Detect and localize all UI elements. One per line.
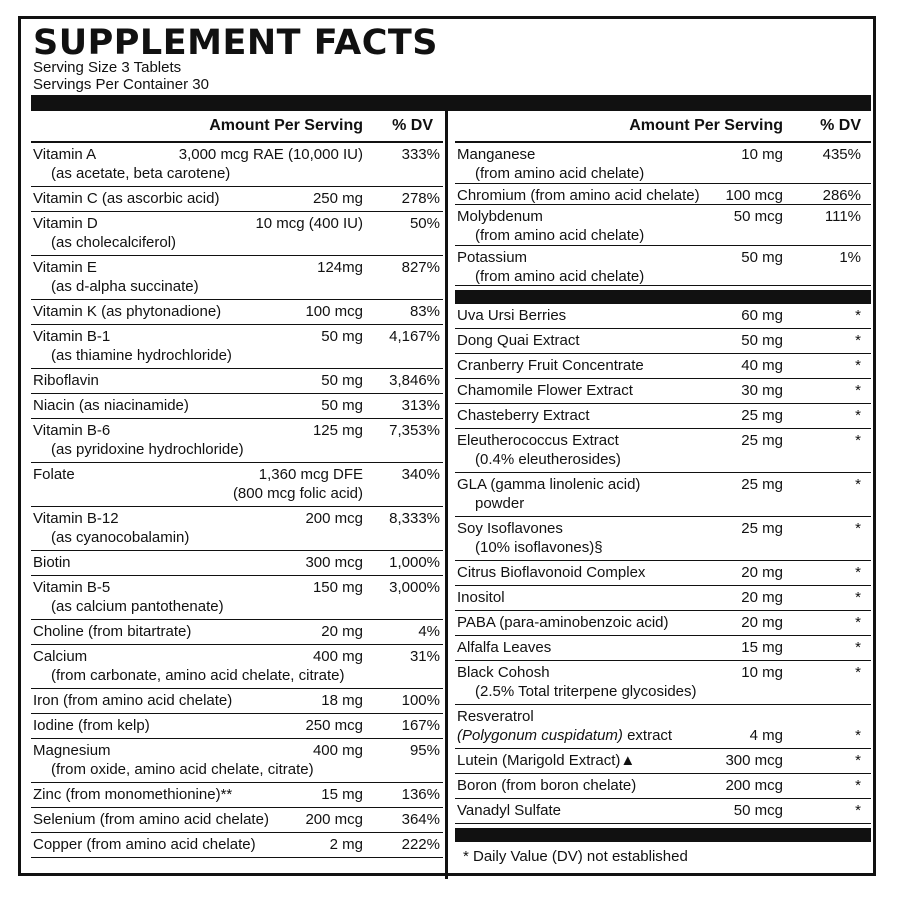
table-row (31, 714, 443, 739)
table-row (31, 620, 443, 645)
daily-value: * (855, 564, 861, 581)
daily-value: 100% (401, 692, 440, 709)
amount: 400 mg (312, 742, 363, 759)
nutrient-name: Vanadyl Sulfate (457, 802, 561, 819)
nutrient-name: Soy Isoflavones (457, 520, 563, 537)
table-row (455, 184, 871, 205)
amount: 10 mg (741, 146, 783, 163)
table-row (31, 463, 443, 507)
table-row (455, 517, 871, 561)
table-row (31, 833, 443, 858)
nutrient-source: (from amino acid chelate) (475, 165, 645, 182)
amount: 300 mcg (725, 752, 783, 769)
nutrient-source: (as calcium pantothenate) (51, 598, 224, 615)
table-row (455, 661, 871, 705)
nutrient-name: Vitamin C (as ascorbic acid) (33, 190, 220, 207)
daily-value: 3,000% (389, 579, 440, 596)
table-row (455, 143, 871, 184)
table-row (31, 551, 443, 576)
nutrient-source: powder (475, 495, 525, 512)
nutrient-name: Iodine (from kelp) (33, 717, 150, 734)
amount-header: Amount Per Serving (209, 117, 363, 134)
table-row (455, 586, 871, 611)
nutrient-name: Chamomile Flower Extract (457, 382, 633, 399)
daily-value: 222% (401, 836, 440, 853)
amount: 15 mg (321, 786, 363, 803)
daily-value: 31% (409, 648, 440, 665)
amount: 25 mg (741, 520, 783, 537)
nutrient-name: Black Cohosh (457, 664, 550, 681)
nutrient-name: Biotin (33, 554, 71, 571)
nutrient-name: Uva Ursi Berries (457, 307, 567, 324)
table-row (31, 783, 443, 808)
amount: 1,360 mcg DFE (258, 466, 363, 483)
table-row (455, 205, 871, 246)
nutrient-name: PABA (para-aminobenzoic acid) (457, 614, 669, 631)
dv-header: % DV (820, 117, 861, 134)
top-thick-rule (31, 95, 871, 111)
nutrient-name: Chasteberry Extract (457, 407, 590, 424)
nutrient-source: (as d-alpha succinate) (51, 278, 199, 295)
table-row (455, 304, 871, 329)
nutrient-name: Vitamin B-5 (33, 579, 111, 596)
daily-value: * (855, 614, 861, 631)
daily-value: 95% (409, 742, 440, 759)
table-row (455, 246, 871, 286)
table-row (455, 561, 871, 586)
amount: 30 mg (741, 382, 783, 399)
daily-value: 4% (418, 623, 440, 640)
amount: 25 mg (741, 476, 783, 493)
daily-value: 286% (822, 187, 861, 204)
nutrient-name: Vitamin A (33, 146, 97, 163)
nutrient-source: (0.4% eleutherosides) (475, 451, 621, 468)
table-row (455, 611, 871, 636)
daily-value: 167% (401, 717, 440, 734)
amount: 100 mcg (305, 303, 363, 320)
amount: 50 mg (741, 332, 783, 349)
amount: 40 mg (741, 357, 783, 374)
right-column (455, 111, 871, 865)
serving-size: Serving Size 3 Tablets (33, 59, 182, 76)
amount: 50 mg (321, 328, 363, 345)
right-nutrient-list (455, 143, 871, 286)
table-row (31, 739, 443, 783)
daily-value: * (855, 357, 861, 374)
amount: 20 mg (741, 564, 783, 581)
nutrient-source: (as thiamine hydrochloride) (51, 347, 232, 364)
daily-value: * (855, 777, 861, 794)
table-row (455, 404, 871, 429)
amount: 200 mcg (305, 811, 363, 828)
daily-value: 278% (401, 190, 440, 207)
daily-value: * (855, 407, 861, 424)
column-divider (445, 111, 448, 879)
amount: 150 mg (312, 579, 363, 596)
amount: 50 mcg (733, 802, 783, 819)
table-row (455, 473, 871, 517)
amount: 10 mcg (400 IU) (255, 215, 363, 232)
table-row (31, 507, 443, 551)
amount: 50 mg (321, 372, 363, 389)
amount: 4 mg (749, 727, 783, 744)
nutrient-name: Chromium (from amino acid chelate) (457, 187, 700, 204)
daily-value: 8,333% (389, 510, 440, 527)
nutrient-name: Vitamin B-12 (33, 510, 119, 527)
nutrient-name: Niacin (as niacinamide) (33, 397, 189, 414)
nutrient-name: Vitamin D (33, 215, 98, 232)
daily-value: 83% (409, 303, 440, 320)
daily-value: * (855, 432, 861, 449)
nutrient-source: (as cholecalciferol) (51, 234, 177, 251)
table-row (31, 143, 443, 187)
nutrient-source: (from carbonate, amino acid chelate, citrate) (51, 667, 345, 684)
source-tail: extract (622, 727, 673, 744)
nutrient-name: Folate (33, 466, 75, 483)
nutrient-name: Riboflavin (33, 372, 99, 389)
daily-value: 313% (401, 397, 440, 414)
daily-value: * (855, 664, 861, 681)
table-row (31, 187, 443, 212)
nutrient-name: Eleutherococcus Extract (457, 432, 619, 449)
nutrient-name: Resveratrol (457, 708, 534, 725)
nutrient-name: Cranberry Fruit Concentrate (457, 357, 644, 374)
left-column (31, 111, 443, 858)
daily-value: * (855, 476, 861, 493)
nutrient-name: Vitamin B-6 (33, 422, 111, 439)
nutrient-source: (from oxide, amino acid chelate, citrate) (51, 761, 314, 778)
table-row (31, 645, 443, 689)
table-row (455, 705, 871, 749)
nutrient-name: Molybdenum (457, 208, 543, 225)
nutrient-name: Zinc (from monomethionine)** (33, 786, 233, 803)
amount: 125 mg (312, 422, 363, 439)
daily-value: * (855, 727, 861, 744)
right-ingredient-list (455, 304, 871, 824)
amount: 60 mg (741, 307, 783, 324)
amount: 20 mg (321, 623, 363, 640)
table-row (31, 419, 443, 463)
daily-value: 3,846% (389, 372, 440, 389)
nutrient-name: Boron (from boron chelate) (457, 777, 637, 794)
amount: 50 mg (741, 249, 783, 266)
amount: 124mg (317, 259, 363, 276)
table-row (31, 369, 443, 394)
amount: 50 mg (321, 397, 363, 414)
table-row (455, 636, 871, 661)
daily-value: * (855, 589, 861, 606)
nutrient-source: (as pyridoxine hydrochloride) (51, 441, 244, 458)
table-row (455, 749, 871, 774)
nutrient-name: Iron (from amino acid chelate) (33, 692, 233, 709)
daily-value: * (855, 802, 861, 819)
table-row (455, 429, 871, 473)
amount: 20 mg (741, 614, 783, 631)
table-row (31, 300, 443, 325)
table-row (31, 256, 443, 300)
daily-value: 1% (839, 249, 861, 266)
right-column-header (455, 111, 871, 143)
nutrient-name: Dong Quai Extract (457, 332, 580, 349)
table-row (455, 329, 871, 354)
nutrient-source (457, 726, 672, 745)
daily-value: * (855, 332, 861, 349)
nutrient-name: Citrus Bioflavonoid Complex (457, 564, 646, 581)
servings-per-container: Servings Per Container 30 (33, 76, 209, 93)
daily-value: 364% (401, 811, 440, 828)
amount: 25 mg (741, 407, 783, 424)
footer-divider-bar (455, 828, 871, 842)
daily-value: 111% (824, 208, 861, 225)
daily-value: 340% (401, 466, 440, 483)
panel-title: SUPPLEMENT FACTS (33, 23, 438, 63)
amount: 100 mcg (725, 187, 783, 204)
nutrient-name: Manganese (457, 146, 536, 163)
amount: 200 mcg (305, 510, 363, 527)
table-row (455, 799, 871, 824)
amount: 250 mcg (305, 717, 363, 734)
amount: 15 mg (741, 639, 783, 656)
amount: 3,000 mcg RAE (10,000 IU) (178, 146, 363, 163)
amount: 10 mg (741, 664, 783, 681)
section-divider-bar (455, 290, 871, 304)
daily-value: 50% (409, 215, 440, 232)
nutrient-name: Alfalfa Leaves (457, 639, 552, 656)
nutrient-name: Vitamin B-1 (33, 328, 111, 345)
amount: 400 mg (312, 648, 363, 665)
daily-value: 136% (401, 786, 440, 803)
left-column-header (31, 111, 443, 143)
nutrient-name: Potassium (457, 249, 528, 266)
daily-value: 333% (401, 146, 440, 163)
table-row (31, 689, 443, 714)
latin-name: (Polygonum cuspidatum) (457, 727, 623, 744)
amount: 2 mg (329, 836, 363, 853)
nutrient-source: (from amino acid chelate) (475, 268, 645, 285)
nutrient-name: Vitamin K (as phytonadione) (33, 303, 222, 320)
daily-value: * (855, 752, 861, 769)
left-nutrient-list (31, 143, 443, 858)
daily-value: * (855, 520, 861, 537)
table-row (31, 212, 443, 256)
amount: 300 mcg (305, 554, 363, 571)
table-row (31, 325, 443, 369)
footnote: * Daily Value (DV) not established (463, 848, 688, 865)
nutrient-name: Choline (from bitartrate) (33, 623, 192, 640)
nutrient-source: (as acetate, beta carotene) (51, 165, 231, 182)
table-row (31, 576, 443, 620)
nutrient-name: Inositol (457, 589, 505, 606)
daily-value: * (855, 382, 861, 399)
amount: 50 mcg (733, 208, 783, 225)
amount: 250 mg (312, 190, 363, 207)
amount-header: Amount Per Serving (629, 117, 783, 134)
amount: 200 mcg (725, 777, 783, 794)
amount-detail: (800 mcg folic acid) (232, 485, 363, 502)
nutrient-name: Lutein (Marigold Extract)▲ (457, 752, 636, 769)
nutrient-source: (2.5% Total triterpene glycosides) (475, 683, 697, 700)
daily-value: 435% (822, 146, 861, 163)
nutrient-name: Copper (from amino acid chelate) (33, 836, 256, 853)
daily-value: 827% (401, 259, 440, 276)
supplement-facts-panel (18, 16, 876, 876)
nutrient-name: Calcium (33, 648, 88, 665)
nutrient-source: (from amino acid chelate) (475, 227, 645, 244)
daily-value: * (855, 639, 861, 656)
dv-header: % DV (392, 117, 433, 134)
table-row (455, 379, 871, 404)
daily-value: 7,353% (389, 422, 440, 439)
nutrient-name: GLA (gamma linolenic acid) (457, 476, 641, 493)
nutrient-source: (as cyanocobalamin) (51, 529, 190, 546)
table-row (455, 354, 871, 379)
daily-value: 4,167% (389, 328, 440, 345)
amount: 18 mg (321, 692, 363, 709)
nutrient-name: Selenium (from amino acid chelate) (33, 811, 269, 828)
amount: 25 mg (741, 432, 783, 449)
table-row (31, 394, 443, 419)
amount: 20 mg (741, 589, 783, 606)
nutrient-name: Vitamin E (33, 259, 97, 276)
nutrient-name: Magnesium (33, 742, 111, 759)
nutrient-source: (10% isoflavones)§ (475, 539, 603, 556)
daily-value: * (855, 307, 861, 324)
daily-value: 1,000% (389, 554, 440, 571)
table-row (455, 774, 871, 799)
table-row (31, 808, 443, 833)
